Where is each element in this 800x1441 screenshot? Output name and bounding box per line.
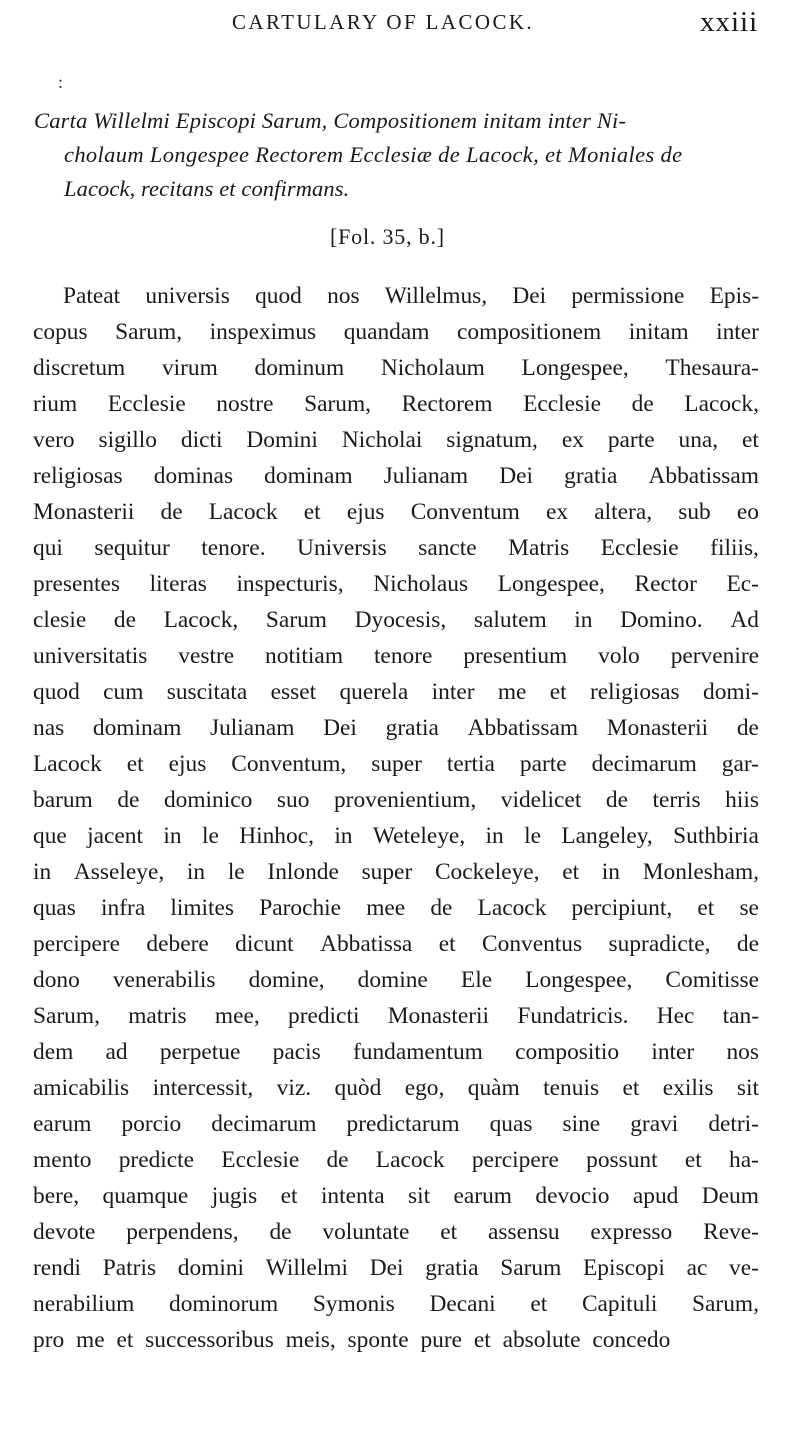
running-title: CARTULARY OF LACOCK. bbox=[232, 10, 535, 34]
rubric-line: Carta Willelmi Episcopi Sarum, Compositionem initam inter Ni- bbox=[34, 108, 627, 133]
body-line: barum de dominico suo provenientium, videlicet de terris hiis bbox=[33, 787, 759, 813]
body-line: vero sigillo dicti Domini Nicholai signatum, ex parte una, et bbox=[33, 427, 759, 453]
body-line: qui sequitur tenore. Universis sancte Matris Ecclesie filiis, bbox=[33, 535, 759, 561]
body-line: Monasterii de Lacock et ejus Conventum ex altera, sub eo bbox=[33, 499, 759, 525]
body-line: bere, quamque jugis et intenta sit earum devocio apud Deum bbox=[33, 1183, 759, 1209]
body-line: quas infra limites Parochie mee de Lacock percipiunt, et se bbox=[33, 895, 759, 921]
charter-rubric bbox=[30, 104, 770, 206]
running-head bbox=[0, 6, 800, 42]
body-line: pro me et successoribus meis, sponte pure et absolute concedo bbox=[33, 1327, 671, 1353]
body-line: que jacent in le Hinhoc, in Weteleye, in le Langeley, Suthbiria bbox=[33, 823, 759, 849]
body-line: earum porcio decimarum predictarum quas sine gravi detri- bbox=[33, 1111, 759, 1137]
body-line: Pateat universis quod nos Willelmus, Dei permissione Epis- bbox=[63, 283, 759, 309]
body-line: dono venerabilis domine, domine Ele Longespee, Comitisse bbox=[33, 967, 759, 993]
body-line: in Asseleye, in le Inlonde super Cockeleye, et in Monlesham, bbox=[33, 859, 759, 885]
body-line: universitatis vestre notitiam tenore presentium volo pervenire bbox=[33, 643, 759, 669]
body-line: Lacock et ejus Conventum, super tertia parte decimarum gar- bbox=[33, 751, 759, 777]
body-line: nas dominam Julianam Dei gratia Abbatissam Monasterii de bbox=[33, 715, 759, 741]
rubric-line: cholaum Longespee Rectorem Ecclesiæ de Lacock, et Moniales de bbox=[64, 142, 683, 167]
body-line: presentes literas inspecturis, Nicholaus Longespee, Rector Ec- bbox=[33, 571, 759, 597]
body-line: nerabilium dominorum Symonis Decani et Capituli Sarum, bbox=[33, 1291, 759, 1317]
body-line: copus Sarum, inspeximus quandam compositionem initam inter bbox=[33, 319, 759, 345]
body-line: clesie de Lacock, Sarum Dyocesis, salutem in Domino. Ad bbox=[33, 607, 759, 633]
page-number: xxiii bbox=[700, 6, 759, 38]
body-line: quod cum suscitata esset querela inter me et religiosas domi- bbox=[33, 679, 759, 705]
charter-text bbox=[33, 278, 759, 1358]
body-line: rium Ecclesie nostre Sarum, Rectorem Ecclesie de Lacock, bbox=[33, 391, 759, 417]
body-line: discretum virum dominum Nicholaum Longespee, Thesaura- bbox=[33, 355, 759, 381]
rubric-line: Lacock, recitans et confirmans. bbox=[64, 176, 350, 201]
body-line: mento predicte Ecclesie de Lacock percipere possunt et ha- bbox=[33, 1147, 759, 1173]
body-line: percipere debere dicunt Abbatissa et Conventus supradicte, de bbox=[33, 931, 759, 957]
body-line: rendi Patris domini Willelmi Dei gratia Sarum Episcopi ac ve- bbox=[33, 1255, 759, 1281]
body-line: religiosas dominas dominam Julianam Dei gratia Abbatissam bbox=[33, 463, 759, 489]
body-line: dem ad perpetue pacis fundamentum compositio inter nos bbox=[33, 1039, 759, 1065]
margin-mark: : bbox=[58, 72, 64, 92]
folio-reference: [Fol. 35, b.] bbox=[330, 224, 445, 249]
body-line: Sarum, matris mee, predicti Monasterii Fundatricis. Hec tan- bbox=[33, 1003, 759, 1029]
body-line: devote perpendens, de voluntate et assensu expresso Reve- bbox=[33, 1219, 759, 1245]
body-line: amicabilis intercessit, viz. quòd ego, quàm tenuis et exilis sit bbox=[33, 1075, 759, 1101]
